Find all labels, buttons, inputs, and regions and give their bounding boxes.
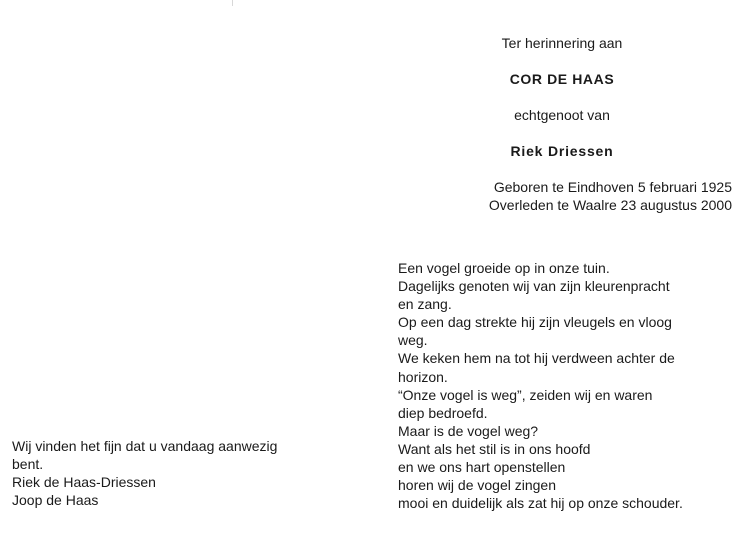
signature-line: Joop de Haas	[12, 492, 99, 508]
fold-mark	[232, 0, 233, 6]
life-dates	[392, 178, 735, 214]
poem-line: Want als het stil is in ons hoofd	[398, 440, 591, 457]
signature-line: Riek de Haas-Driessen	[12, 474, 156, 490]
poem-line: We keken hem na tot hij verdween achter de	[398, 350, 675, 367]
poem-line: en we ons hart openstellen	[398, 459, 566, 476]
poem-line: Dagelijks genoten wij van zijn kleurenpracht	[398, 278, 670, 295]
poem-line: horizon.	[398, 368, 448, 385]
thank-you-note	[12, 437, 332, 509]
poem-line: Maar is de vogel weg?	[398, 422, 539, 439]
intro-text: Ter herinnering aan	[501, 35, 623, 51]
poem-line: Op een dag strekte hij zijn vleugels en vloog	[398, 314, 672, 331]
death-line: Overleden te Waalre 23 augustus 2000	[488, 197, 732, 213]
thanks-line: Wij vinden het fijn dat u vandaag aanwezig	[12, 438, 278, 454]
poem-line: en zang.	[398, 296, 452, 313]
poem	[398, 259, 733, 512]
spouse-name: Riek Driessen	[510, 143, 614, 159]
poem-line: Een vogel groeide op in onze tuin.	[398, 260, 610, 276]
relation-text: echtgenoot van	[514, 107, 610, 123]
poem-line: horen wij de vogel zingen	[398, 477, 556, 494]
memorial-heading	[392, 34, 732, 214]
poem-line: “Onze vogel is weg”, zeiden wij en waren	[398, 386, 653, 403]
poem-line: diep bedroefd.	[398, 404, 488, 421]
birth-line: Geboren te Eindhoven 5 februari 1925	[493, 179, 732, 195]
deceased-name: COR DE HAAS	[509, 71, 615, 87]
thanks-line: bent.	[12, 456, 44, 472]
poem-line: mooi en duidelijk als zat hij op onze schouder.	[398, 495, 683, 512]
poem-line: weg.	[398, 332, 428, 349]
